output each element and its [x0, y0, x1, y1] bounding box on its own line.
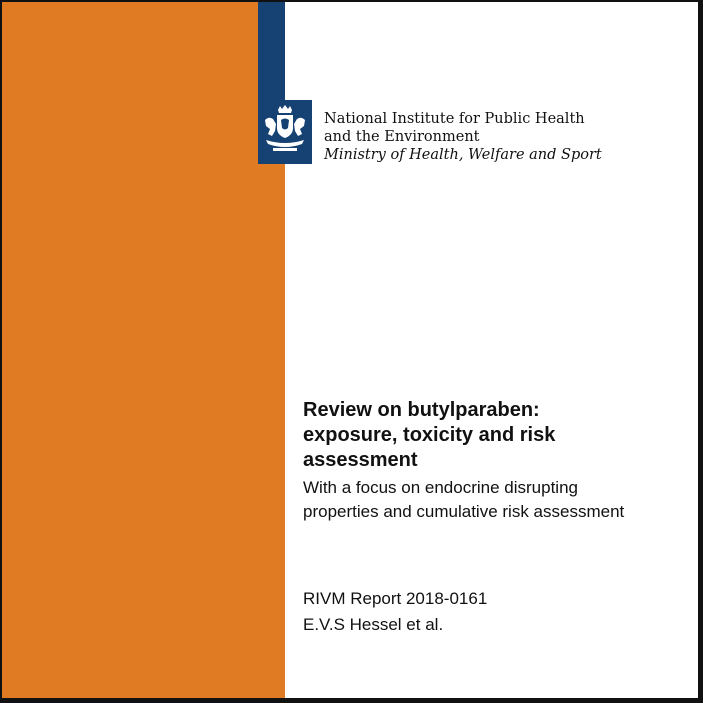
institute-line-2: and the Environment [324, 129, 480, 145]
title-line-2: exposure, toxicity and risk [303, 424, 556, 446]
title-block [303, 398, 698, 524]
institute-line-1: National Institute for Public Health [324, 111, 585, 127]
report-number: RIVM Report 2018-0161 [303, 589, 488, 608]
report-info [303, 586, 487, 638]
report-subtitle [303, 476, 698, 524]
coat-of-arms-icon [261, 104, 309, 154]
orange-band [2, 2, 285, 698]
title-line-3: assessment [303, 449, 418, 471]
ministry-name: Ministry of Health, Welfare and Sport [324, 147, 602, 163]
subtitle-line-1: With a focus on endocrine disrupting [303, 478, 578, 497]
report-authors: E.V.S Hessel et al. [303, 615, 444, 634]
subtitle-line-2: properties and cumulative risk assessment [303, 502, 625, 521]
institute-name [324, 110, 602, 164]
report-title [303, 398, 698, 473]
logo-emblem [258, 100, 312, 164]
title-line-1: Review on butylparaben: [303, 399, 540, 421]
